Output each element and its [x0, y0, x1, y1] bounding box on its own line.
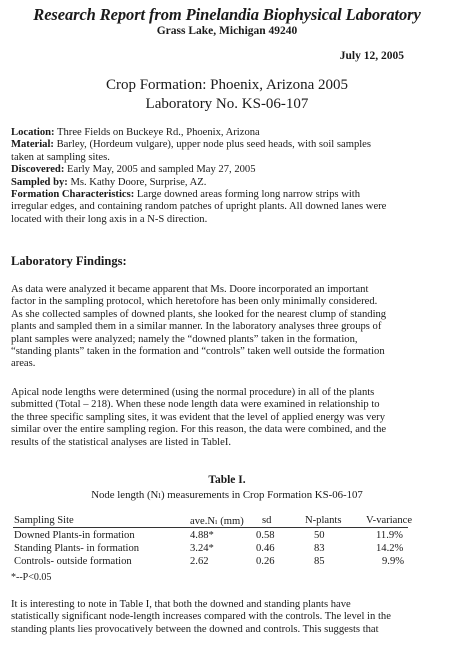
sampled-label: Sampled by: [11, 176, 68, 188]
paragraph-line: It is interesting to note in Table I, that both the downed and standing plants have [11, 599, 351, 610]
sample-info [11, 127, 443, 226]
cell-n: 50 [314, 530, 325, 541]
cell-sd: 0.46 [256, 543, 275, 554]
formation-line-3: located with their long axis in a N-S direction. [11, 213, 208, 225]
header-sd: sd [262, 515, 272, 526]
formation-line-2: irregular edges, and containing random patches of upright plants. All downed lanes were [11, 201, 387, 213]
findings-paragraph-2 [11, 387, 443, 449]
material-line-2: taken at sampling sites. [11, 151, 110, 163]
cell-ave: 4.88* [190, 530, 214, 541]
paragraph-line: plants and sampled them in a similar manner. In the laboratory analyses three groups of [11, 321, 382, 333]
material-value: Barley, (Hordeum vulgare), upper node plus seed heads, with soil samples [56, 139, 372, 151]
formation-line [11, 189, 443, 201]
table-footnote: *--P<0.05 [11, 572, 52, 583]
location-line [11, 127, 443, 139]
paragraph-line: As she collected samples of downed plants, she looked for the nearest clump of standing [11, 308, 387, 320]
paragraph-line: statistically significant node-length increases compared with the controls. The level in the [11, 611, 391, 623]
cell-ave: 2.62 [190, 556, 209, 567]
material-line [11, 139, 443, 151]
formation-value: Large downed areas forming long narrow strips with [136, 189, 361, 201]
paragraph-line: the three specific sampling sites, it was evident that the level of applied energy was very [11, 411, 385, 423]
cell-n: 85 [314, 556, 325, 567]
lab-location: Grass Lake, Michigan 49240 [156, 25, 298, 37]
paragraph-line: As data were analyzed it became apparent that Ms. Doore incorporated an important [11, 284, 369, 295]
cell-sd: 0.58 [256, 530, 275, 541]
lab-number: Laboratory No. KS-06-107 [145, 96, 309, 112]
table-header-rule [13, 527, 408, 528]
cell-variance: 9.9% [382, 556, 405, 567]
header-n-plants: N-plants [305, 515, 342, 526]
cell-site: Controls- outside formation [14, 556, 132, 567]
header-variance: V-variance [366, 515, 413, 526]
cell-variance: 14.2% [376, 543, 404, 554]
paragraph-line: submitted (Total – 218). When these node length data were examined in relationship to [11, 399, 380, 411]
discovered-label: Discovered: [11, 164, 65, 176]
paragraph-line: standing plants lies provocatively between the downed and controls. This suggests that [11, 623, 379, 635]
report-date: July 12, 2005 [339, 50, 404, 62]
cell-site: Downed Plants-in formation [14, 530, 135, 541]
formation-label: Formation Characteristics: [11, 189, 135, 201]
cell-n: 83 [314, 543, 325, 554]
paragraph-line: areas. [11, 358, 36, 370]
report-title: Research Report from Pinelandia Biophysical Laboratory [33, 5, 421, 24]
header-sampling-site: Sampling Site [14, 515, 74, 526]
paragraph-line: similar over the entire sampling region. For this reason, the data were combined, and the [11, 424, 387, 436]
table-title: Table I. [208, 474, 246, 486]
document-title: Crop Formation: Phoenix, Arizona 2005 [105, 77, 349, 93]
cell-sd: 0.26 [256, 556, 275, 567]
paragraph-line: Apical node lengths were determined (using the normal procedure) in all of the plants [11, 387, 375, 398]
paragraph-line: “standing plants” taken in the formation and “controls” taken well outside the formation [11, 346, 385, 358]
sampled-value: Ms. Kathy Doore, Surprise, AZ. [70, 176, 207, 188]
cell-site: Standing Plants- in formation [14, 543, 140, 554]
table-caption: Node length (Nₗ) measurements in Crop Formation KS-06-107 [91, 489, 363, 501]
findings-paragraph-3 [11, 599, 443, 636]
discovered-value: Early May, 2005 and sampled May 27, 2005 [67, 164, 256, 176]
paragraph-line: plant samples were analyzed; namely the “downed plants” taken in the formation, [11, 333, 358, 345]
cell-variance: 11.9% [376, 530, 403, 541]
discovered-line [11, 164, 443, 176]
cell-ave: 3.24* [190, 543, 214, 554]
paragraph-line: results of the statistical analyses are listed in TableI. [11, 436, 231, 448]
header-ave-node-length: ave.Nₗ (mm) [190, 516, 244, 527]
material-label: Material: [11, 139, 54, 151]
paragraph-line: factor in the sampling protocol, which heretofore has been only minimally considered. [11, 296, 378, 308]
findings-heading: Laboratory Findings: [11, 254, 127, 268]
location-label: Location: [11, 127, 55, 138]
sampled-line [11, 177, 443, 189]
location-value: Three Fields on Buckeye Rd., Phoenix, Arizona [57, 127, 260, 138]
findings-paragraph-1 [11, 284, 443, 371]
